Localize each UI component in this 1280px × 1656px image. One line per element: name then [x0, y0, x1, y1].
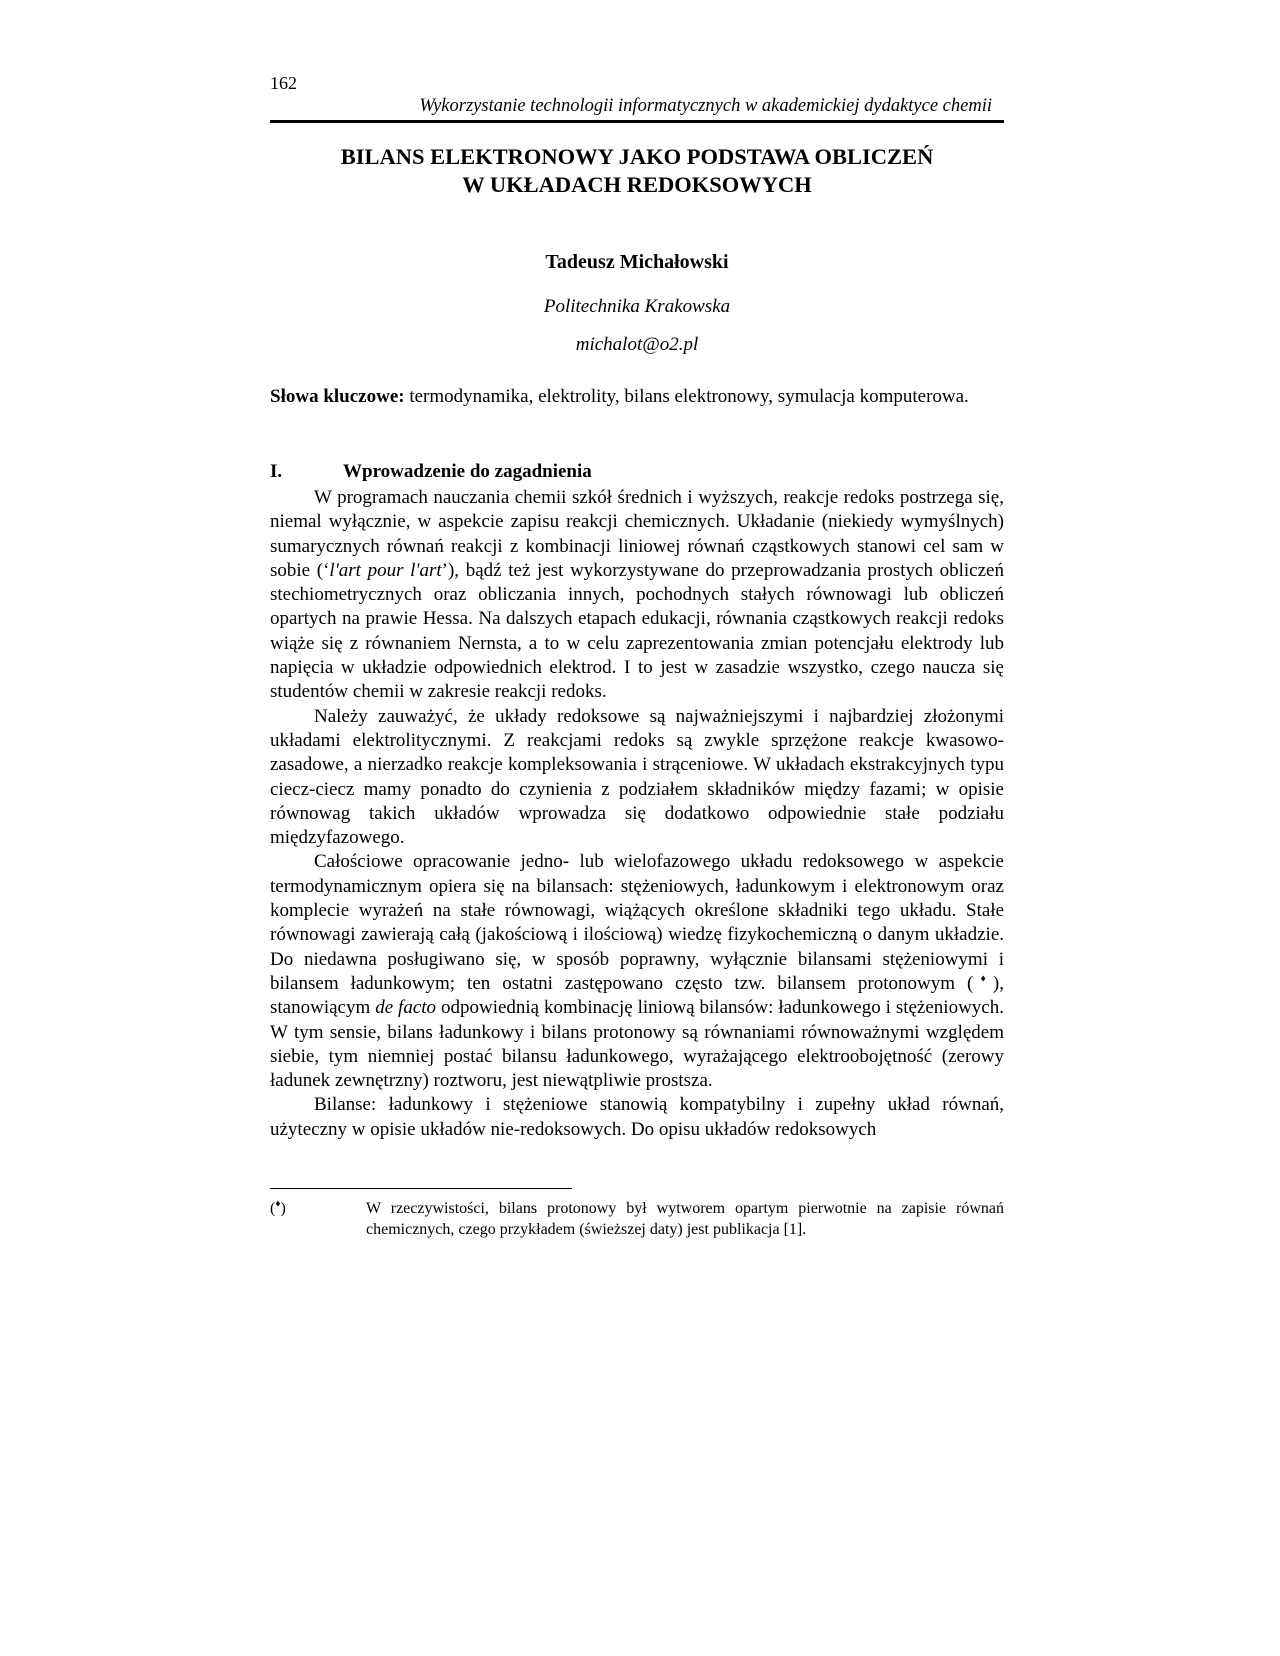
section-number: I. [270, 461, 283, 482]
keywords-text: termodynamika, elektrolity, bilans elektronowy, symulacja komputerowa. [409, 386, 969, 407]
article-title [270, 143, 1004, 199]
affiliation: Politechnika Krakowska [543, 296, 731, 317]
keywords-label: Słowa kluczowe: [270, 386, 405, 407]
author-name: Tadeusz Michałowski [545, 251, 729, 273]
paragraph-2: Należy zauważyć, że układy redoksowe są najważniejszymi i najbardziej złożonymi układami elektrolitycznymi. Z reakcjami redoks są zwykle sprzężone reakcje kwasowo-zasadowe, a nierzadko reakcje kompleksowania i strąceniowe. W układach ekstrakcyjnych typu ciecz-ciecz mamy ponadto do czynienia z podziałem składników między fazami; w opisie równowag takich układów wprowadza się dodatkowo odpowiednie stałe podziału międzyfazowego. [270, 705, 1004, 849]
section-body [270, 486, 1004, 1142]
footnote [270, 1198, 1004, 1240]
page-number: 162 [270, 73, 297, 93]
paragraph-1-part-a: W programach nauczania chemii szkół średnich i wyższych, reakcje redoks postrzega się, niemal wyłącznie, w aspekcie zapisu reakcji chemicznych. Układanie (niekiedy wymyślnych) sumarycznych równań reakcji z kombinacji liniowej równań cząstkowych stanowi cel sam w sobie (‘ [270, 487, 1004, 581]
paragraph-3 [270, 850, 1004, 1093]
paragraph-4: Bilanse: ładunkowy i stężeniowe stanowią kompatybilny i zupełny układ równań, użyteczny w opisie układów nie-redoksowych. Do opisu układów redoksowych [270, 1094, 1004, 1140]
footnote-mark-close: ) [280, 1200, 286, 1218]
header-rule [270, 120, 1004, 123]
footnote-reference-mark[interactable]: ♦ [973, 973, 993, 985]
paragraph-3-part-b: ), stanowiącym [270, 972, 1004, 1019]
paragraph-1 [270, 486, 1004, 705]
footnote-text: W rzeczywistości, bilans protonowy był wytworem opartym pierwotnie na zapisie równań chemicznych, czego przykładem (świeższej daty) jest publikacja [1]. [366, 1200, 1004, 1239]
keywords [270, 385, 1004, 409]
paragraph-3-part-a: Całościowe opracowanie jedno- lub wielofazowego układu redoksowego w aspekcie termodynamicznym opiera się na bilansach: stężeniowych, ładunkowym i elektronowym oraz komplecie wyrażeń na stałe równowagi, wiążących określone składniki tego układu. Stałe równowagi zawierają całą (jakościową i ilościową) wiedzę fizykochemiczną o danym układzie. Do niedawna posługiwano się, w sposób poprawny, wyłącznie bilansami stężeniowymi i bilansem ładunkowym; ten ostatni zastępowano często tzw. bilansem protonowym ( [270, 851, 1004, 994]
title-line-1: BILANS ELEKTRONOWY JAKO PODSTAWA OBLICZEŃ [340, 144, 934, 169]
paragraph-1-part-b: ’), bądź też jest wykorzystywane do przeprowadzania prostych obliczeń stechiometrycznych oraz obliczania innych, pochodnych stałych równowagi lub obliczeń opartych na prawie Hessa. Na dalszych etapach edukacji, równania cząstkowych reakcji redoks wiąże się z równaniem Nernsta, a to w celu zaprezentowania zmian potencjału elektrody lub napięcia w układzie odpowiednich elektrod. I to jest w zasadzie wszystko, czego naucza się studentów chemii w zakresie reakcji redoks. [270, 559, 1004, 703]
footnote-mark [270, 1198, 366, 1240]
footnote-mark-open: ( [270, 1200, 276, 1218]
running-head: Wykorzystanie technologii informatycznych w akademickiej dydaktyce chemii [419, 96, 992, 116]
author-email: michalot@o2.pl [575, 334, 699, 355]
section-title: Wprowadzenie do zagadnienia [343, 461, 592, 482]
paragraph-1-italic: l'art pour l'art [329, 559, 442, 581]
footnote-mark-symbol: ♦ [275, 1198, 281, 1210]
page [270, 72, 1004, 1240]
paragraph-3-italic: de facto [375, 997, 437, 1019]
footnote-rule [270, 1188, 572, 1189]
title-line-2: W UKŁADACH REDOKSOWYCH [462, 172, 812, 197]
section-heading [270, 460, 1004, 484]
paragraph-3-part-c: odpowiednią kombinację liniową bilansów: ładunkowego i stężeniowych. W tym sensie, bilans ładunkowy i bilans protonowy są równaniami równoważnymi względem siebie, tym niemniej postać bilansu ładunkowego, wyrażającego elektroobojętność (zerowy ładunek zewnętrzny) roztworu, jest niewątpliwie prostsza. [270, 997, 1004, 1092]
